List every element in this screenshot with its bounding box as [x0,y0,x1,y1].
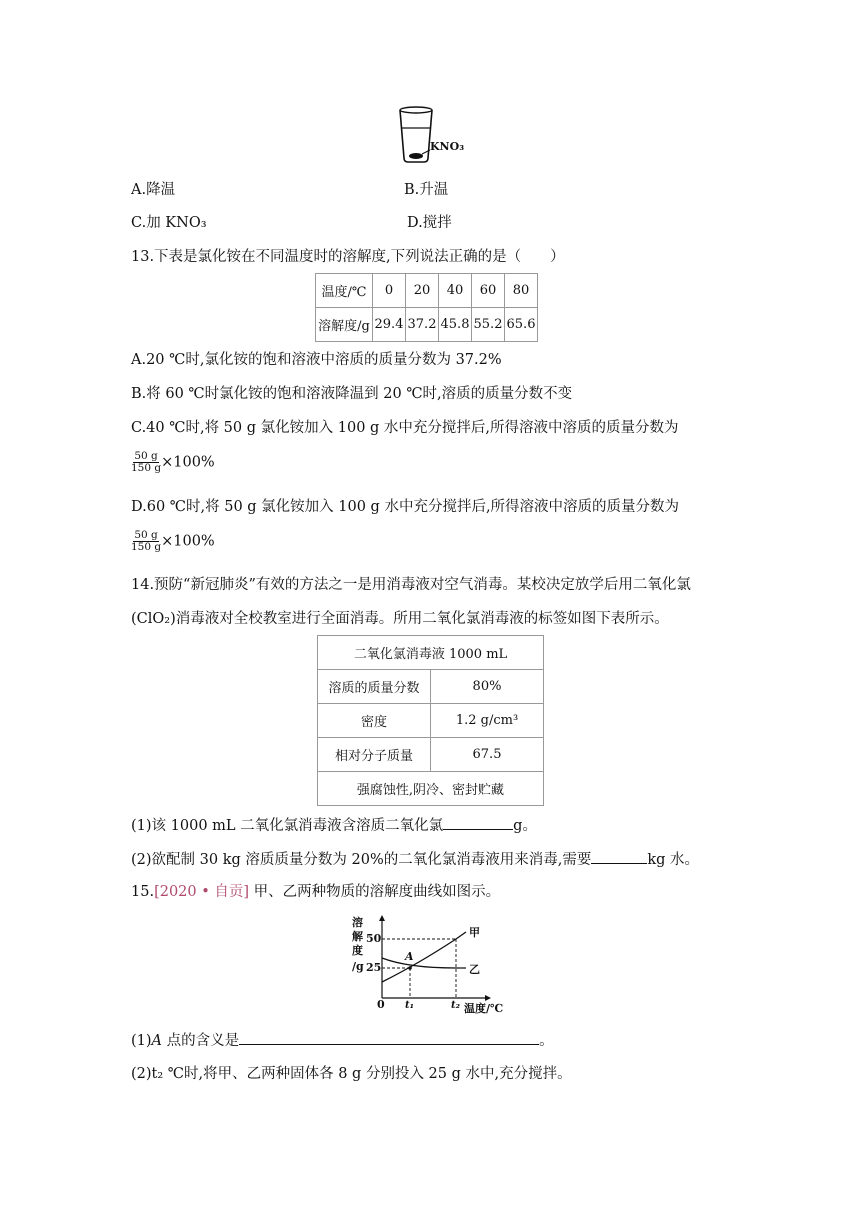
tick-t2: t₂ [451,1000,460,1011]
q12-option-c: C.加 KNO₃ [131,215,207,231]
tick-t1: t₁ [405,1000,414,1011]
table-cell: 20 [406,274,439,308]
table-cell: 40 [439,274,472,308]
label-key: 相对分子质量 [318,738,431,772]
table-cell: 80 [505,274,538,308]
label-title: 二氧化氯消毒液 1000 mL [318,636,544,670]
disinfectant-label-table [317,635,544,806]
series-label-jia: 甲 [469,926,480,939]
label-footer: 强腐蚀性,阴冷、密封贮藏 [318,772,544,806]
q14-sub2: (2)欲配制 30 kg 溶质质量分数为 20%的二氧化氯消毒液用来消毒,需要 kg 水。 [131,849,699,870]
series-label-yi: 乙 [469,963,480,976]
q13-option-d: D.60 ℃时,将 50 g 氯化铵加入 100 g 水中充分搅拌后,所得溶液中溶质的质量分数为 [131,499,680,515]
table-cell: 37.2 [406,308,439,342]
label-key: 溶质的质量分数 [318,670,431,704]
solubility-curve-figure [348,912,508,1022]
point-a-label: A [405,950,414,963]
label-key: 密度 [318,704,431,738]
q13-stem: 13.下表是氯化铵在不同温度时的溶解度,下列说法正确的是（ ） [131,249,565,265]
q13-option-b: B.将 60 ℃时氯化铵的饱和溶液降温到 20 ℃时,溶质的质量分数不变 [131,386,573,402]
fraction: $\frac{50 g}{150 g}$ [131,529,162,553]
ylabel-char: 解 [352,930,363,943]
answer-blank[interactable] [239,1030,539,1045]
ylabel-char: 度 [352,944,363,957]
origin-label: 0 [377,998,385,1011]
fraction: $\frac{50 g}{150 g}$ [131,450,162,474]
beaker-label: KNO₃ [430,140,465,153]
table-cell: 55.2 [472,308,505,342]
q12-option-d: D.搅拌 [407,215,452,231]
q13-option-c: C.40 ℃时,将 50 g 氯化铵加入 100 g 水中充分搅拌后,所得溶液中溶质的质量分数为 [131,420,679,436]
q14-line2: (ClO₂)消毒液对全校教室进行全面消毒。所用二氧化氯消毒液的标签如图下表所示。 [131,611,669,627]
label-value: 1.2 g/cm³ [431,704,544,738]
beaker-figure [392,106,472,168]
table-cell: 0 [373,274,406,308]
table-header-temp: 温度/℃ [316,274,373,308]
table-header-solubility: 溶解度/g [316,308,373,342]
q15-sub1: (1)A 点的含义是 。 [131,1030,554,1051]
x-axis-label: 温度/℃ [464,1002,504,1015]
q13-option-d-fraction: $\frac{50 g}{150 g}$ ×100% [131,529,215,553]
q12-option-a: A.降温 [131,182,176,198]
label-value: 80% [431,670,544,704]
q14-sub1: (1)该 1000 mL 二氧化氯消毒液含溶质二氧化氯 g。 [131,815,537,836]
source-tag: [2020 • 自贡] [154,884,250,900]
q13-option-c-fraction: $\frac{50 g}{150 g}$ ×100% [131,450,215,474]
table-cell: 45.8 [439,308,472,342]
table-cell: 29.4 [373,308,406,342]
q15-sub2: (2)t₂ ℃时,将甲、乙两种固体各 8 g 分别投入 25 g 水中,充分搅拌。 [131,1066,572,1082]
tick-y-50: 50 [366,932,382,945]
curve-jia [382,932,466,982]
ylabel-char: /g [352,960,364,973]
table-cell: 60 [472,274,505,308]
answer-blank[interactable] [443,815,513,830]
answer-blank[interactable] [591,849,647,864]
tick-y-25: 25 [366,961,382,974]
ylabel-char: 溶 [352,916,363,929]
label-value: 67.5 [431,738,544,772]
table-cell: 65.6 [505,308,538,342]
solubility-table [315,273,538,342]
q12-option-b: B.升温 [404,182,449,198]
q14-line1: 14.预防“新冠肺炎”有效的方法之一是用消毒液对空气消毒。某校决定放学后用二氧化氯 [131,577,691,593]
q13-option-a: A.20 ℃时,氯化铵的饱和溶液中溶质的质量分数为 37.2% [131,352,502,368]
q15-stem: 15.[2020 • 自贡] 甲、乙两种物质的溶解度曲线如图示。 [131,884,501,900]
beaker-icon [392,106,472,168]
